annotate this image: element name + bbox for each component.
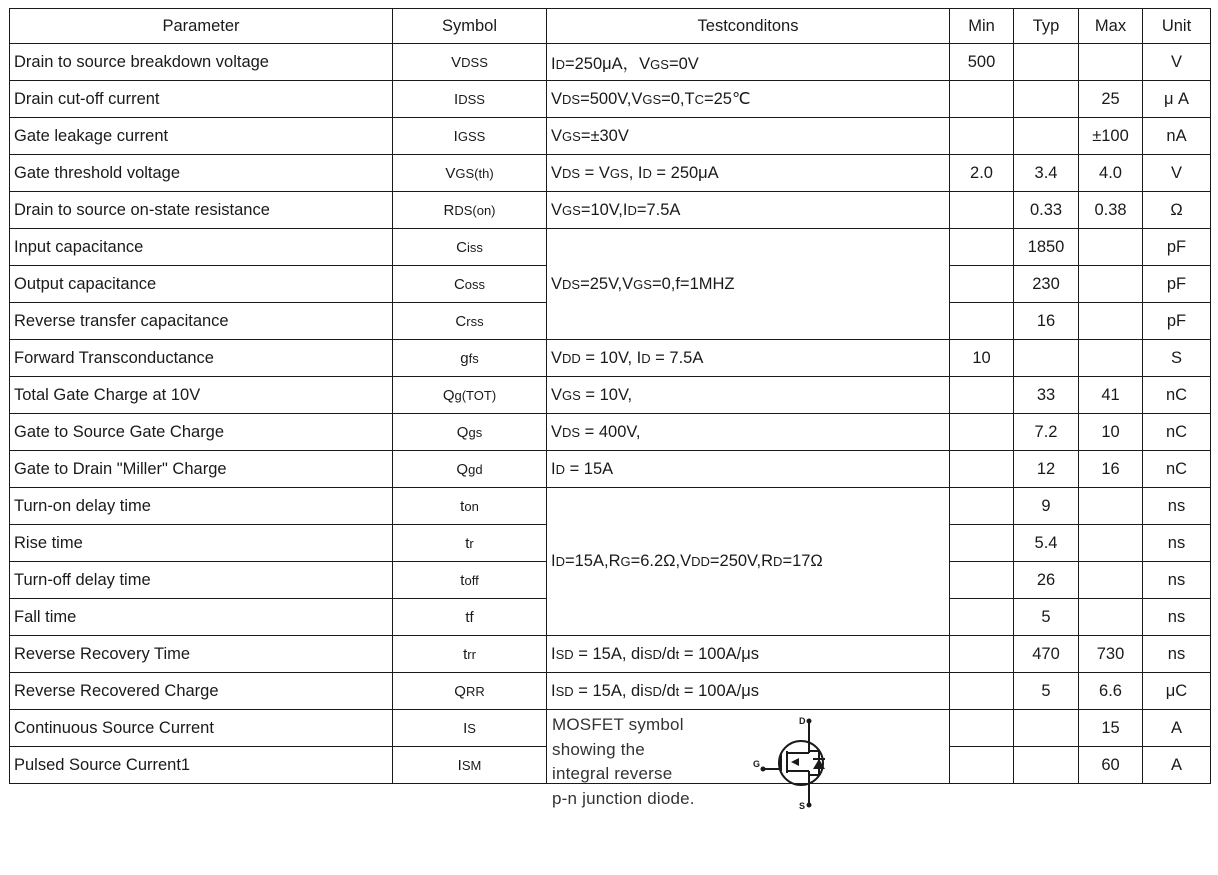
symbol-cell: VDSS: [393, 44, 547, 81]
svg-text:D: D: [799, 716, 806, 726]
parameter-cell: Gate to Source Gate Charge: [10, 414, 393, 451]
typ-cell: 12: [1014, 451, 1079, 488]
svg-text:S: S: [799, 801, 806, 811]
min-cell: [950, 303, 1014, 340]
max-cell: [1079, 599, 1143, 636]
unit-cell: pF: [1143, 303, 1211, 340]
condition-cell: ISD = 15A, diSD/dt = 100A/μs: [547, 636, 950, 673]
min-cell: [950, 81, 1014, 118]
table-row: [10, 81, 1211, 118]
diode-text-line: p-n junction diode.: [552, 788, 695, 808]
parameter-cell: Reverse Recovery Time: [10, 636, 393, 673]
diode-text-line: showing the: [552, 739, 645, 759]
symbol-cell: tr: [393, 525, 547, 562]
max-cell: ±100: [1079, 118, 1143, 155]
symbol-cell: trr: [393, 636, 547, 673]
condition-cell-diode: [547, 710, 950, 811]
unit-cell: A: [1143, 747, 1211, 784]
min-cell: [950, 414, 1014, 451]
unit-cell: nC: [1143, 414, 1211, 451]
parameter-cell: Gate threshold voltage: [10, 155, 393, 192]
min-cell: [950, 488, 1014, 525]
symbol-cell: Crss: [393, 303, 547, 340]
min-cell: [950, 636, 1014, 673]
typ-cell: [1014, 710, 1079, 747]
symbol-cell: VGS(th): [393, 155, 547, 192]
table-row: [10, 451, 1211, 488]
condition-cell: VDS = 400V,: [547, 414, 950, 451]
unit-cell: ns: [1143, 488, 1211, 525]
table-row: [10, 192, 1211, 229]
symbol-cell: Qg(TOT): [393, 377, 547, 414]
diode-description: [552, 713, 695, 811]
table-row: [10, 340, 1211, 377]
condition-cell-switching: ID=15A,RG=6.2Ω,VDD=250V,RD=17Ω: [547, 488, 950, 636]
min-cell: [950, 673, 1014, 710]
typ-cell: [1014, 340, 1079, 377]
parameter-cell: Rise time: [10, 525, 393, 562]
diode-text-line: integral reverse: [552, 764, 673, 783]
parameter-cell: Gate leakage current: [10, 118, 393, 155]
max-cell: 16: [1079, 451, 1143, 488]
header-parameter: Parameter: [10, 9, 393, 44]
parameter-cell: Drain to source on-state resistance: [10, 192, 393, 229]
table-row: [10, 710, 1211, 747]
min-cell: [950, 562, 1014, 599]
table-row: [10, 229, 1211, 266]
min-cell: [950, 525, 1014, 562]
condition-cell: VDS=500V,VGS=0,TC=25℃: [547, 81, 950, 118]
symbol-cell: IGSS: [393, 118, 547, 155]
symbol-cell: QRR: [393, 673, 547, 710]
table-row: [10, 155, 1211, 192]
unit-cell: V: [1143, 155, 1211, 192]
unit-cell: ns: [1143, 636, 1211, 673]
unit-cell: nC: [1143, 451, 1211, 488]
symbol-cell: gfs: [393, 340, 547, 377]
parameter-cell: Input capacitance: [10, 229, 393, 266]
table-row: [10, 414, 1211, 451]
header-conditions: Testconditons: [547, 9, 950, 44]
symbol-cell: tf: [393, 599, 547, 636]
min-cell: [950, 710, 1014, 747]
min-cell: [950, 451, 1014, 488]
svg-text:G: G: [753, 759, 761, 769]
max-cell: 6.6: [1079, 673, 1143, 710]
typ-cell: 26: [1014, 562, 1079, 599]
max-cell: 15: [1079, 710, 1143, 747]
typ-cell: 9: [1014, 488, 1079, 525]
condition-cell: VGS=10V,ID=7.5A: [547, 192, 950, 229]
condition-cell: ID = 15A: [547, 451, 950, 488]
max-cell: 10: [1079, 414, 1143, 451]
unit-cell: V: [1143, 44, 1211, 81]
typ-cell: 0.33: [1014, 192, 1079, 229]
unit-cell: A: [1143, 710, 1211, 747]
max-cell: [1079, 266, 1143, 303]
max-cell: [1079, 229, 1143, 266]
symbol-cell: ISM: [393, 747, 547, 784]
min-cell: [950, 192, 1014, 229]
typ-cell: [1014, 44, 1079, 81]
typ-cell: 5: [1014, 673, 1079, 710]
max-cell: 25: [1079, 81, 1143, 118]
max-cell: [1079, 488, 1143, 525]
symbol-cell: Qgs: [393, 414, 547, 451]
table-row: [10, 636, 1211, 673]
mosfet-symbol-icon: [743, 713, 853, 816]
unit-cell: Ω: [1143, 192, 1211, 229]
parameter-cell: Forward Transconductance: [10, 340, 393, 377]
max-cell: [1079, 562, 1143, 599]
typ-cell: 1850: [1014, 229, 1079, 266]
symbol-cell: Coss: [393, 266, 547, 303]
typ-cell: 16: [1014, 303, 1079, 340]
parameter-cell: Drain cut-off current: [10, 81, 393, 118]
typ-cell: [1014, 747, 1079, 784]
max-cell: [1079, 525, 1143, 562]
min-cell: 10: [950, 340, 1014, 377]
max-cell: 4.0: [1079, 155, 1143, 192]
parameter-cell: Output capacitance: [10, 266, 393, 303]
electrical-characteristics-table: [9, 8, 1211, 811]
parameter-cell: Reverse transfer capacitance: [10, 303, 393, 340]
header-typ: Typ: [1014, 9, 1079, 44]
symbol-cell: Qgd: [393, 451, 547, 488]
header-symbol: Symbol: [393, 9, 547, 44]
min-cell: [950, 377, 1014, 414]
max-cell: 0.38: [1079, 192, 1143, 229]
typ-cell: 7.2: [1014, 414, 1079, 451]
symbol-cell: IS: [393, 710, 547, 747]
parameter-cell: Continuous Source Current: [10, 710, 393, 747]
typ-cell: [1014, 81, 1079, 118]
typ-cell: 5: [1014, 599, 1079, 636]
spec-table-container: [9, 8, 1211, 811]
parameter-cell: Drain to source breakdown voltage: [10, 44, 393, 81]
max-cell: 730: [1079, 636, 1143, 673]
typ-cell: 5.4: [1014, 525, 1079, 562]
max-cell: [1079, 340, 1143, 377]
typ-cell: 470: [1014, 636, 1079, 673]
unit-cell: μC: [1143, 673, 1211, 710]
unit-cell: ns: [1143, 562, 1211, 599]
table-header-row: [10, 9, 1211, 44]
table-row: [10, 44, 1211, 81]
header-unit: Unit: [1143, 9, 1211, 44]
condition-cell: ID=250μA，VGS=0V: [547, 44, 950, 81]
max-cell: 60: [1079, 747, 1143, 784]
parameter-cell: Total Gate Charge at 10V: [10, 377, 393, 414]
max-cell: [1079, 44, 1143, 81]
table-row: [10, 377, 1211, 414]
symbol-cell: ton: [393, 488, 547, 525]
unit-cell: ns: [1143, 525, 1211, 562]
unit-cell: nC: [1143, 377, 1211, 414]
condition-cell-capacitance: VDS=25V,VGS=0,f=1MHZ: [547, 229, 950, 340]
min-cell: [950, 229, 1014, 266]
condition-cell: VGS=±30V: [547, 118, 950, 155]
unit-cell: S: [1143, 340, 1211, 377]
typ-cell: 33: [1014, 377, 1079, 414]
min-cell: 2.0: [950, 155, 1014, 192]
symbol-cell: RDS(on): [393, 192, 547, 229]
typ-cell: 3.4: [1014, 155, 1079, 192]
parameter-cell: Fall time: [10, 599, 393, 636]
condition-cell: VDS = VGS, ID = 250μA: [547, 155, 950, 192]
unit-cell: pF: [1143, 229, 1211, 266]
unit-cell: ns: [1143, 599, 1211, 636]
parameter-cell: Turn-on delay time: [10, 488, 393, 525]
unit-cell: μ A: [1143, 81, 1211, 118]
header-min: Min: [950, 9, 1014, 44]
max-cell: 41: [1079, 377, 1143, 414]
condition-cell: ISD = 15A, diSD/dt = 100A/μs: [547, 673, 950, 710]
min-cell: [950, 599, 1014, 636]
header-max: Max: [1079, 9, 1143, 44]
parameter-cell: Turn-off delay time: [10, 562, 393, 599]
table-row: [10, 488, 1211, 525]
symbol-cell: Ciss: [393, 229, 547, 266]
min-cell: [950, 118, 1014, 155]
condition-cell: VDD = 10V, ID = 7.5A: [547, 340, 950, 377]
min-cell: [950, 266, 1014, 303]
typ-cell: [1014, 118, 1079, 155]
unit-cell: nA: [1143, 118, 1211, 155]
min-cell: 500: [950, 44, 1014, 81]
condition-cell: VGS = 10V,: [547, 377, 950, 414]
table-row: [10, 673, 1211, 710]
unit-cell: pF: [1143, 266, 1211, 303]
symbol-cell: toff: [393, 562, 547, 599]
parameter-cell: Gate to Drain "Miller" Charge: [10, 451, 393, 488]
table-row: [10, 118, 1211, 155]
max-cell: [1079, 303, 1143, 340]
parameter-cell: Reverse Recovered Charge: [10, 673, 393, 710]
min-cell: [950, 747, 1014, 784]
diode-text-line: MOSFET symbol: [552, 715, 684, 734]
symbol-cell: IDSS: [393, 81, 547, 118]
parameter-cell: Pulsed Source Current1: [10, 747, 393, 784]
typ-cell: 230: [1014, 266, 1079, 303]
